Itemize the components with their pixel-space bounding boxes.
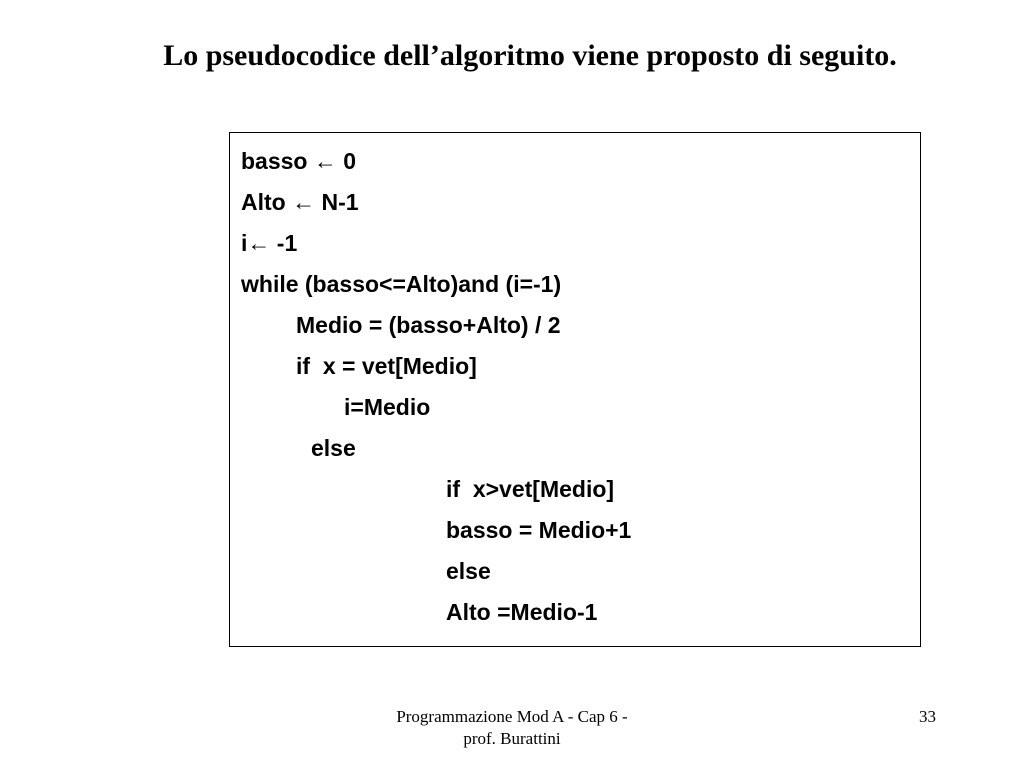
code-line: while (basso<=Alto)and (i=-1)	[241, 271, 562, 297]
footer-course-line1: Programmazione Mod A - Cap 6 -	[396, 707, 628, 726]
code-line: else	[446, 558, 491, 584]
code-line: Alto =Medio-1	[446, 599, 598, 625]
code-line: i=Medio	[344, 394, 431, 420]
code-line: basso ← 0	[241, 148, 357, 174]
slide-title: Lo pseudocodice dell’algoritmo viene proposto di seguito.	[163, 39, 897, 72]
code-line: if x = vet[Medio]	[296, 353, 477, 379]
code-line: Medio = (basso+Alto) / 2	[296, 312, 561, 338]
pseudocode-box	[229, 132, 921, 647]
code-line: if x>vet[Medio]	[446, 476, 615, 502]
code-line: basso = Medio+1	[446, 517, 632, 543]
code-line: Alto ← N-1	[241, 189, 359, 215]
footer-course-line2: prof. Burattini	[463, 729, 561, 748]
footer-course-info	[350, 706, 674, 750]
code-line: else	[311, 435, 356, 461]
code-line: i← -1	[241, 230, 298, 256]
page-number: 33	[919, 707, 936, 726]
